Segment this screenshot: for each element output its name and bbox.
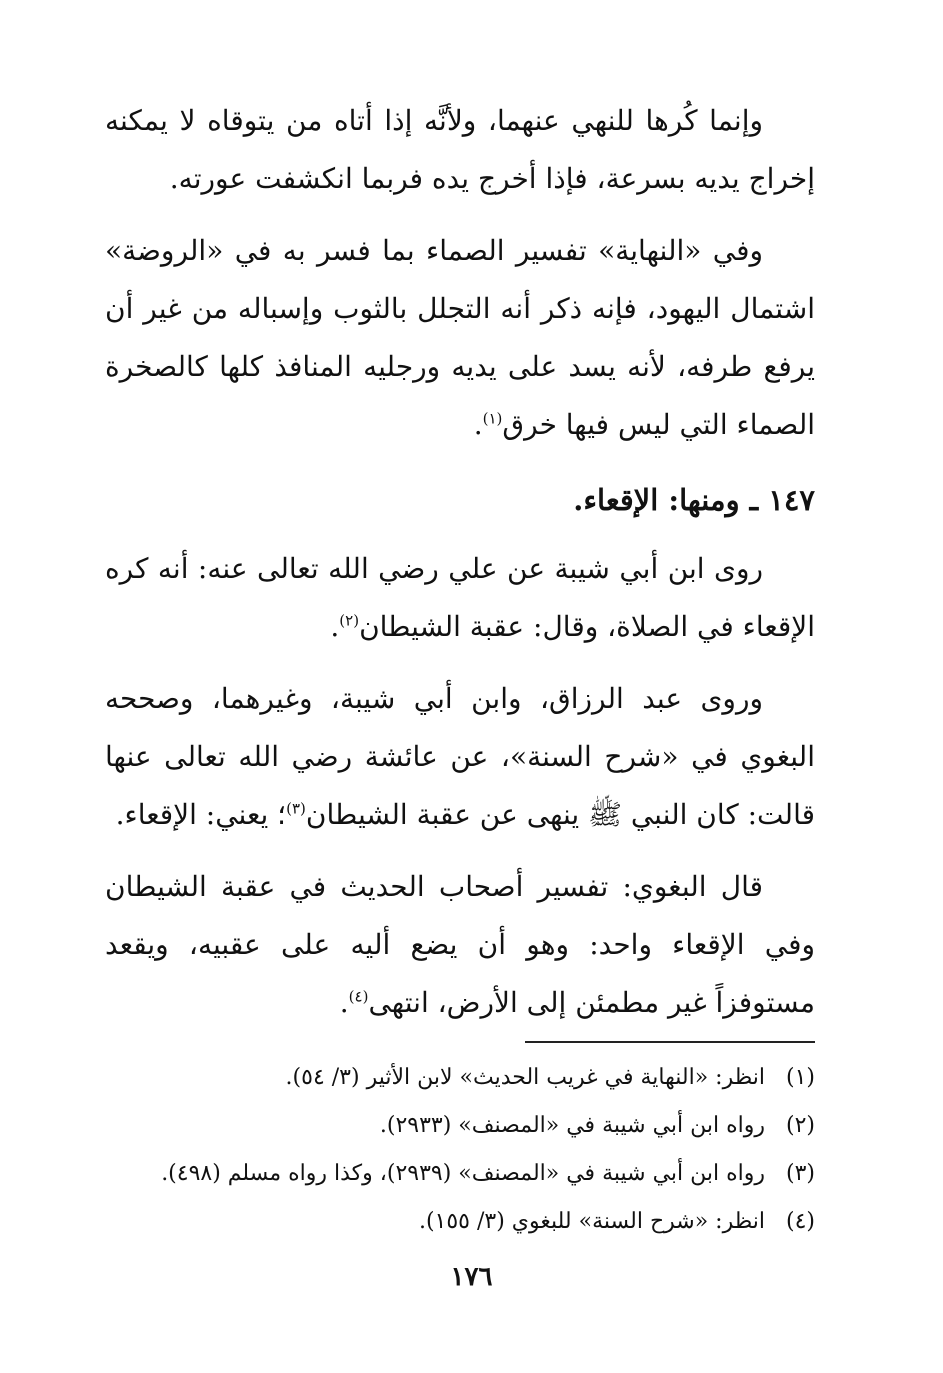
paragraph-1: وإنما كُرها للنهي عنهما، ولأنَّه إذا أتاه من يتوقاه لا يمكنه إخراج يديه بسرعة، فإذا أخرج يده فربما انكشفت عورته.	[105, 104, 815, 195]
footnote-3	[105, 1150, 815, 1198]
footnotes	[105, 1054, 815, 1246]
main-text	[105, 92, 815, 1046]
footnote-4	[105, 1198, 815, 1246]
section-heading: ١٤٧ ـ ومنها: الإقعاء.	[573, 483, 815, 517]
footnote-ref-3[interactable]: (٣)	[286, 799, 306, 818]
paragraph-3: روى ابن أبي شيبة عن علي رضي الله تعالى عنه: أنه كره الإقعاء في الصلاة، وقال: عقبة الشيطان$^{(٢)}$.	[105, 552, 815, 643]
footnote-ref-1[interactable]: (١)	[482, 409, 503, 428]
footnote-text: رواه ابن أبي شيبة في «المصنف» (٢٩٣٩)، وكذا رواه مسلم (٤٩٨).	[161, 1161, 765, 1186]
paragraph-2: وفي «النهاية» تفسير الصماء بما فسر به في «الروضة» اشتمال اليهود، فإنه ذكر أنه التجلل بالثوب وإسباله من غير أن يرفع طرفه، لأنه يسد على يديه ورجليه المنافذ كلها كالصخرة الصماء التي ليس فيها خرق$^{(١)}$.	[105, 234, 815, 441]
footnote-number: (٢)	[785, 1113, 815, 1138]
paragraph-4: وروى عبد الرزاق، وابن أبي شيبة، وغيرهما، وصححه البغوي في «شرح السنة»، عن عائشة رضي الله تعالى عنها قالت: كان النبي ﷺ ينهى عن عقبة الشيطان$^{(٣)}$؛ يعني: الإقعاء.	[105, 682, 815, 831]
page-number: ١٧٦	[450, 1262, 493, 1292]
footnote-text: انظر: «شرح السنة» للبغوي (٣/ ١٥٥).	[418, 1209, 765, 1234]
footnote-ref-2[interactable]: (٢)	[339, 611, 360, 630]
footnote-2	[105, 1102, 815, 1150]
footnote-1	[105, 1054, 815, 1102]
footnote-text: انظر: «النهاية في غريب الحديث» لابن الأثير (٣/ ٥٤).	[285, 1065, 765, 1090]
footnote-text: رواه ابن أبي شيبة في «المصنف» (٢٩٣٣).	[379, 1113, 765, 1138]
footnote-number: (٣)	[785, 1161, 815, 1186]
paragraph-5: قال البغوي: تفسير أصحاب الحديث في عقبة الشيطان وفي الإقعاء واحد: وهو أن يضع أليه على عقبيه، ويقعد مستوفزاً غير مطمئن إلى الأرض، انتهى$^{(٤)}$.	[105, 870, 815, 1019]
footnote-divider	[525, 1041, 815, 1043]
footnote-number: (٤)	[785, 1209, 815, 1234]
footnote-ref-4[interactable]: (٤)	[348, 987, 369, 1006]
footnote-number: (١)	[785, 1065, 815, 1090]
